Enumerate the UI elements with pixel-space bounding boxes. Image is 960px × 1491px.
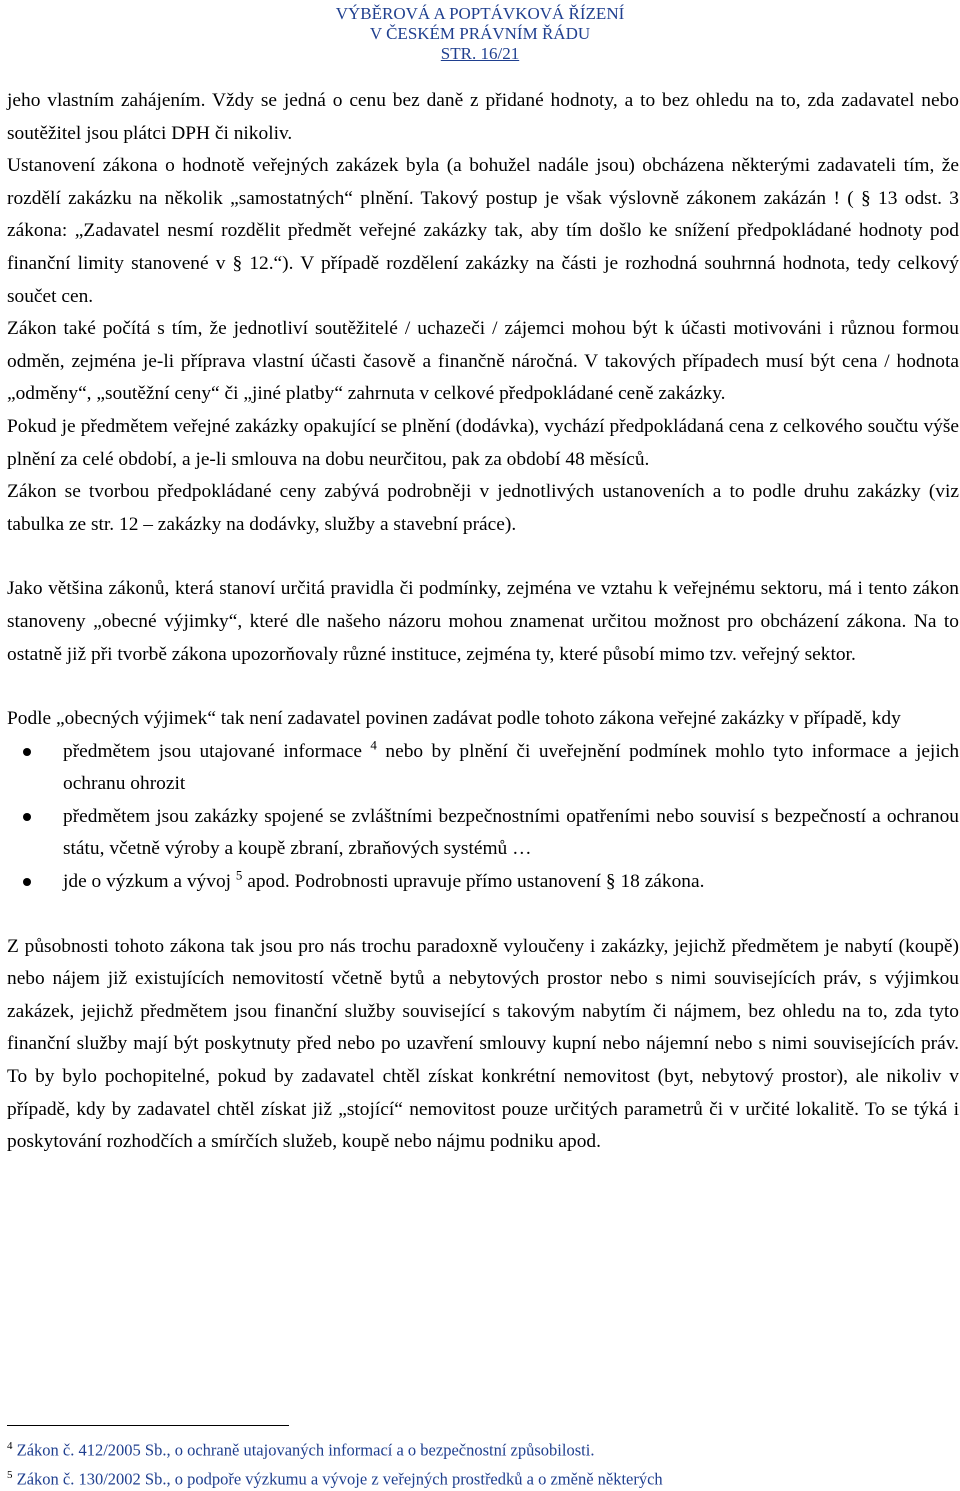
footnote-ref: 4: [370, 737, 377, 752]
paragraph-2: Ustanovení zákona o hodnotě veřejných zakázek byla (a bohužel nadále jsou) obcházena některými zadavateli tím, že rozdělí zakázku na několik „samostatných“ plnění. Takový postup je však výslovně zákonem zakázán ! ( § 13 odst. 3 zákona: „Zadavatel nesmí rozdělit předmět veřejné zakázky tak, aby tím došlo ke snížení předpokládané hodnoty pod finanční limity stanovené v § 12.“). V případě rozdělení zakázky na části je rozhodná souhrnná hodnota, tedy celkový součet cen.: [7, 150, 959, 313]
paragraph-6: Jako většina zákonů, která stanoví určitá pravidla či podmínky, zejména ve vztahu k veřejnému sektoru, má i tento zákon stanoveny „obecné výjimky“, které dle našeho názoru mohou znamenat určitou možnost pro obcházení zákona. Na to ostatně již při tvorbě zákona upozorňovaly různé instituce, zejména ty, které působí mimo tzv. veřejný sektor.: [7, 573, 959, 671]
footnote-number: 5: [7, 1469, 13, 1481]
paragraph-5: Zákon se tvorbou předpokládané ceny zabývá podrobněji v jednotlivých ustanoveních a to podle druhu zakázky (viz tabulka ze str. 12 – zakázky na dodávky, služby a stavební práce).: [7, 476, 959, 541]
spacer: [7, 541, 959, 573]
list-item: [7, 736, 959, 801]
list-item-text: apod. Podrobnosti upravuje přímo ustanovení § 18 zákona.: [242, 871, 704, 892]
footnote-text: Zákon č. 412/2005 Sb., o ochraně utajovaných informací a o bezpečnostní způsobilosti.: [17, 1441, 595, 1460]
footnote-ref: 5: [236, 868, 243, 883]
list-item-text: nebo by plnění či uveřejnění podmínek mohlo tyto informace a jejich ochranu ohrozit: [63, 741, 959, 795]
paragraph-3: Zákon také počítá s tím, že jednotliví soutěžitelé / uchazeči / zájemci mohou být k účasti motivováni i různou formou odměn, zejména je-li příprava vlastní účasti časově a finančně náročná. V takových případech musí být cena / hodnota „odměny“, „soutěžní ceny“ či „jiné platby“ zahrnuta v celkové předpokládané ceně zakázky.: [7, 313, 959, 411]
list-item: [7, 801, 959, 866]
exceptions-list: [7, 736, 959, 899]
list-item-text: jde o výzkum a vývoj: [63, 871, 231, 892]
paragraph-1: jeho vlastním zahájením. Vždy se jedná o cenu bez daně z přidané hodnoty, a to bez ohledu na to, zda zadavatel nebo soutěžitel jsou plátci DPH či nikoliv.: [7, 85, 959, 150]
footnotes: [7, 1434, 959, 1491]
list-item-text: předmětem jsou zakázky spojené se zvláštními bezpečnostními opatřeními nebo souvisí s bezpečností a ochranou státu, včetně výroby a koupě zbraní, zbraňových systémů …: [63, 806, 959, 860]
document-body: [7, 85, 959, 1159]
list-item: [7, 866, 959, 899]
footnote-text: Zákon č. 130/2002 Sb., o podpoře výzkumu a vývoje z veřejných prostředků a o změně některých: [17, 1469, 663, 1488]
paragraph-8: Z působnosti tohoto zákona tak jsou pro nás trochu paradoxně vyloučeny i zakázky, jejichž předmětem je nabytí (koupě) nebo nájem již existujících nemovitostí včetně bytů a nebytových prostor nebo s nimi souvisejících práv, s výjimkou zakázek, jejichž předmětem jsou finanční služby související s takovým nabytím či nájmem, bez ohledu na to, zda tyto finanční služby mají být poskytnuty před nebo po uzavření smlouvy kupní nebo nájemní nebo s nimi souvisejících práv. To by bylo pochopitelné, pokud by zadavatel chtěl získat konkrétní nemovitost (byt, nebytový prostor), ale nikoliv v případě, kdy by zadavatel chtěl získat již „stojící“ nemovitost pouze určitých parametrů či v určité lokalitě. To se týká i poskytování rozhodčích a smírčích služeb, koupě nebo nájmu podniku apod.: [7, 931, 959, 1159]
paragraph-4: Pokud je předmětem veřejné zakázky opakující se plnění (dodávka), vychází předpokládaná cena z celkového součtu výše plnění za celé období, a je-li smlouva na dobu neurčitou, pak za období 48 měsíců.: [7, 411, 959, 476]
footnote: [7, 1434, 959, 1463]
bullet-icon: [23, 813, 31, 821]
page-number: STR. 16/21: [413, 44, 547, 64]
spacer: [7, 899, 959, 931]
header-title-line1: VÝBĚROVÁ A POPTÁVKOVÁ ŘÍZENÍ: [0, 4, 960, 24]
footnote: [7, 1463, 959, 1491]
spacer: [7, 671, 959, 703]
bullet-icon: [23, 878, 31, 886]
footnote-number: 4: [7, 1440, 13, 1452]
list-item-text: předmětem jsou utajované informace: [63, 741, 362, 762]
header-title-line2: V ČESKÉM PRÁVNÍM ŘÁDU: [0, 24, 960, 44]
footnote-divider: [7, 1425, 289, 1426]
paragraph-7: Podle „obecných výjimek“ tak není zadavatel povinen zadávat podle tohoto zákona veřejné zakázky v případě, kdy: [7, 703, 959, 736]
page-header: [0, 4, 960, 64]
bullet-icon: [23, 748, 31, 756]
